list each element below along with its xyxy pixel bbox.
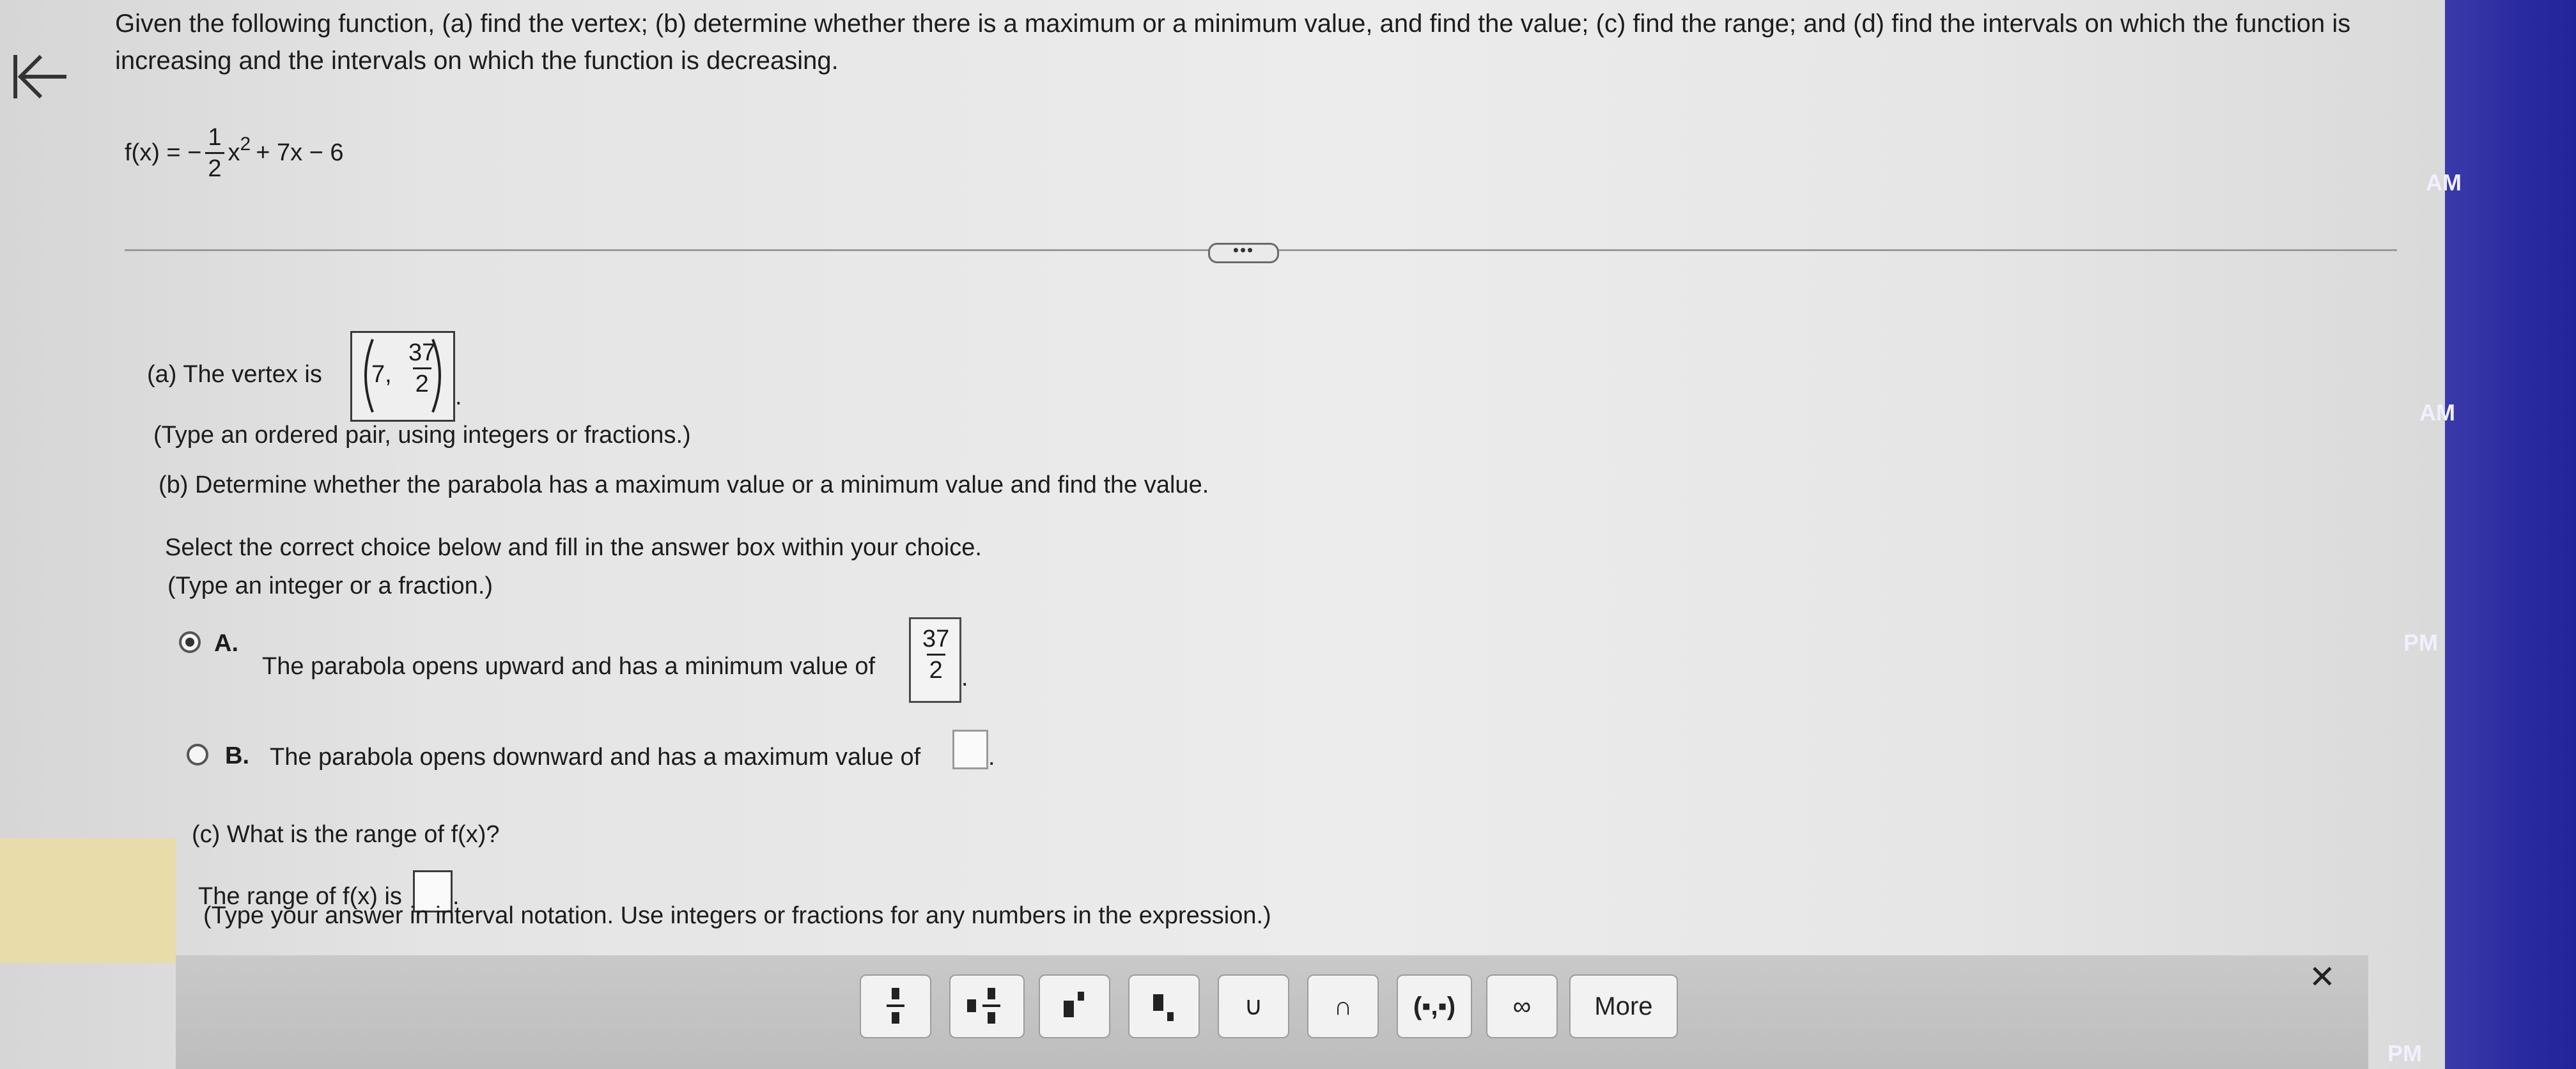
fx-prefix: f(x) = − [125,139,202,166]
function-expression [125,125,344,181]
subscript-icon [1148,984,1180,1029]
period: . [453,883,460,910]
interval-button[interactable]: (▪,▪) [1397,974,1472,1038]
fx-fraction [205,125,224,181]
right-sidebar [2387,0,2576,1069]
choice-b-text: The parabola opens downward and has a maximum value of [270,744,921,771]
part-b-hint: (Type an integer or a fraction.) [167,573,493,599]
fraction-icon [883,984,908,1029]
range-label: The range of f(x) is [198,883,402,910]
period: . [961,665,968,691]
choice-b-answer-box[interactable] [952,730,988,769]
time-label: PM [2403,629,2438,656]
subscript-button[interactable] [1128,974,1200,1038]
choice-b-radio[interactable] [187,744,208,765]
period: . [988,744,995,771]
choice-b-letter: B. [225,742,249,769]
time-label: AM [2419,399,2455,426]
mixed-number-icon [965,984,1009,1029]
vertex-answer-box[interactable] [350,331,455,422]
part-b-label: (b) Determine whether the parabola has a maximum value or a minimum value and find the value. [159,472,1209,498]
exponent-icon [1059,984,1090,1029]
vertex-y-numerator: 37 [408,339,436,366]
choice-a-answer-box[interactable] [909,617,961,703]
choice-a-numerator: 37 [922,626,950,652]
close-icon[interactable]: ✕ [2309,959,2336,995]
fx-exponent: 2 [240,133,251,155]
choice-a-fraction [920,627,952,682]
exponent-button[interactable] [1039,974,1110,1038]
part-c-hint: (Type your answer in interval notation. Use integers or fractions for any numbers in the expression.) [203,902,1271,929]
time-label: AM [2426,169,2462,196]
fx-suffix: + 7x − 6 [256,139,344,166]
fraction-button[interactable] [860,974,931,1038]
infinity-button[interactable]: ∞ [1486,974,1558,1038]
fx-numerator: 1 [208,124,222,151]
part-a-label: (a) The vertex is [147,361,322,388]
part-b-instruction: Select the correct choice below and fill in the answer box within your choice. [165,534,982,561]
choice-a-radio[interactable] [179,631,201,653]
fx-variable: x [228,139,240,166]
vertex-y-denominator: 2 [413,367,431,396]
part-a-hint: (Type an ordered pair, using integers or fractions.) [153,422,691,449]
union-button[interactable]: ∪ [1218,974,1289,1038]
choice-a-denominator: 2 [927,654,945,682]
part-c-label: (c) What is the range of f(x)? [192,821,500,848]
left-accent-strip [0,838,176,963]
right-paren-icon [430,337,449,415]
expand-button[interactable]: ••• [1208,243,1279,263]
time-label: PM [2387,1040,2422,1066]
intersection-button[interactable]: ∩ [1307,974,1379,1038]
choice-a-letter: A. [214,630,238,657]
choice-a-text: The parabola opens upward and has a minimum value of [262,653,876,680]
back-arrow-icon[interactable] [12,51,69,102]
period: . [455,383,462,410]
mixed-number-button[interactable] [949,974,1025,1038]
vertex-x: 7, [371,361,392,388]
question-text: Given the following function, (a) find the vertex; (b) determine whether there is a maximum or a minimum value, and find the value; (c) find the range; and (d) find the intervals on which the function is increasing and the intervals on which the function is decreasing. [115,10,2351,75]
more-button[interactable]: More [1569,974,1678,1038]
fx-denominator: 2 [205,152,224,181]
